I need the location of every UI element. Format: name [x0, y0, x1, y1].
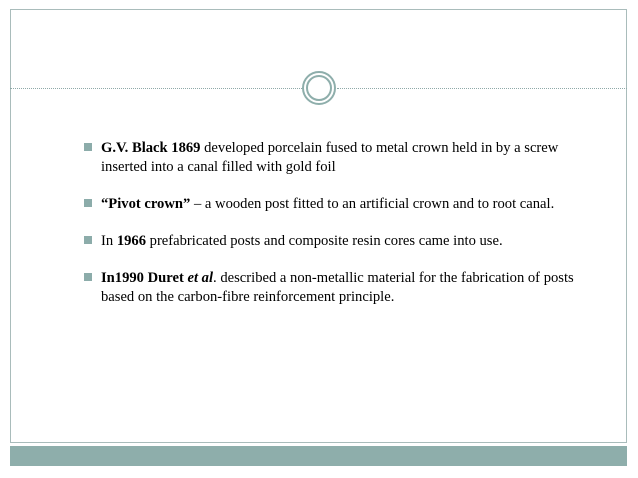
bullet-item — [84, 269, 604, 307]
bullet-run: In1990 Duret — [101, 270, 188, 286]
bullet-run: 1966 — [116, 233, 146, 249]
bullet-text — [101, 140, 558, 175]
bullet-text — [101, 233, 503, 249]
bullet-square-icon — [84, 236, 92, 244]
footer-bar — [10, 446, 627, 466]
bullet-run: . described a non-metallic material for the fabrication of posts based on the carbon-fibre reinforcement principle. — [101, 270, 574, 305]
title-divider-right — [337, 88, 627, 89]
bullet-text — [101, 270, 574, 305]
bullet-run: G.V. Black 1869 — [101, 140, 201, 156]
bullet-item — [84, 232, 604, 251]
bullet-square-icon — [84, 143, 92, 151]
bullet-run: – a wooden post fitted to an artificial crown and to root canal. — [190, 196, 555, 212]
bullet-text — [101, 196, 554, 212]
bullet-square-icon — [84, 199, 92, 207]
bullet-run: et al — [187, 270, 214, 286]
bullet-square-icon — [84, 273, 92, 281]
bullet-item — [84, 139, 604, 177]
bullet-run: prefabricated posts and composite resin cores came into use. — [146, 233, 503, 249]
bullet-run: developed porcelain fused to metal crown held in by a screw inserted into a canal filled with gold foil — [101, 140, 559, 175]
bullet-item — [84, 195, 604, 214]
bullet-list — [84, 139, 604, 325]
bullet-run: In — [101, 233, 117, 249]
title-divider-left — [10, 88, 302, 89]
circle-ornament-icon — [301, 70, 337, 106]
bullet-run: “Pivot crown” — [101, 196, 191, 212]
